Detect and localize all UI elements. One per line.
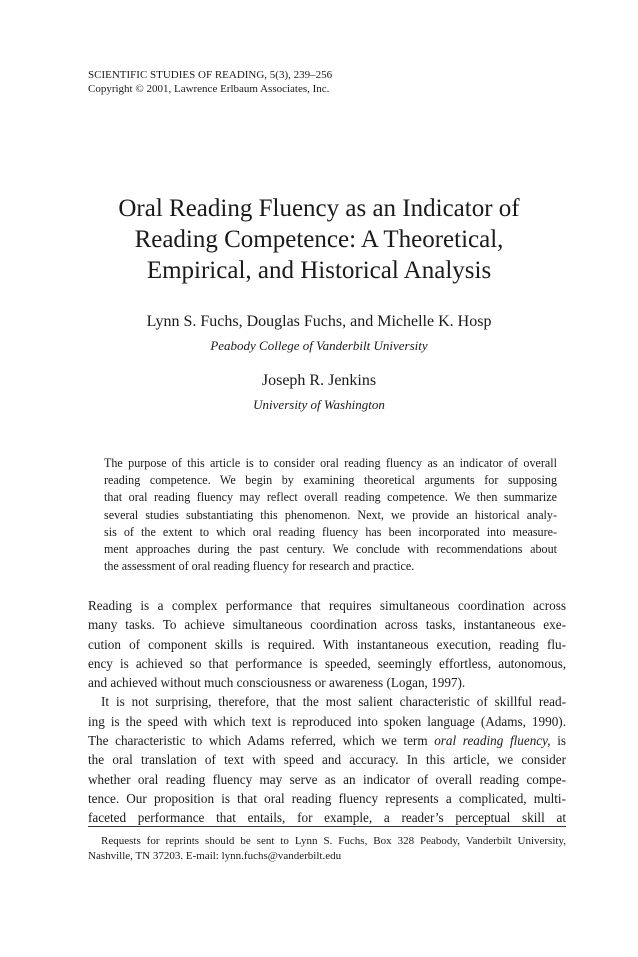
body-text-run: is bbox=[550, 733, 567, 749]
body-line: and achieved without much consciousness or awareness (Logan, 1997). bbox=[88, 675, 466, 691]
body-line: whether oral reading fluency may serve as an indicator of overall reading compe- bbox=[88, 771, 566, 787]
author-list-secondary: Joseph R. Jenkins bbox=[261, 372, 377, 389]
body-text bbox=[88, 596, 566, 828]
body-line: many tasks. To achieve simultaneous coordination across tasks, instantaneous exe- bbox=[88, 617, 566, 633]
footnote-line: Requests for reprints should be sent to Lynn S. Fuchs, Box 328 Peabody, Vanderbilt University, bbox=[101, 835, 566, 847]
abstract-line: that oral reading fluency may reflect overall reading competence. We then summarize bbox=[104, 490, 557, 505]
footnote-divider bbox=[88, 826, 566, 827]
abstract-line: sis of the extent to which oral reading fluency has been incorporated into measure- bbox=[104, 524, 557, 539]
abstract bbox=[104, 455, 557, 575]
journal-citation: SCIENTIFIC STUDIES OF READING, 5(3), 239–256 bbox=[88, 69, 333, 81]
affiliation-secondary: University of Washington bbox=[253, 397, 385, 412]
body-line: the oral translation of text with speed and accuracy. In this article, we consider bbox=[88, 752, 566, 768]
body-line-with-term bbox=[88, 731, 566, 750]
body-line: ing is the speed with which text is reproduced into spoken language (Adams, 1990). bbox=[88, 713, 566, 729]
defined-term: oral reading fluency, bbox=[434, 733, 551, 749]
affiliation-primary: Peabody College of Vanderbilt University bbox=[210, 338, 428, 353]
abstract-line: The purpose of this article is to consider oral reading fluency as an indicator of overall bbox=[104, 456, 557, 470]
article-title bbox=[0, 193, 638, 286]
abstract-line: the assessment of oral reading fluency for research and practice. bbox=[104, 559, 415, 574]
body-line: It is not surprising, therefore, that the most salient characteristic of skillful read- bbox=[101, 694, 566, 710]
title-line: Reading Competence: A Theoretical, bbox=[134, 226, 504, 253]
copyright-line: Copyright © 2001, Lawrence Erlbaum Associates, Inc. bbox=[88, 83, 330, 95]
title-line: Empirical, and Historical Analysis bbox=[146, 257, 492, 284]
abstract-line: several studies substantiating this phenomenon. Next, we provide an historical analy- bbox=[104, 507, 557, 522]
abstract-line: ment approaches during the past century. We conclude with recommendations about bbox=[104, 542, 557, 557]
body-text-run: The characteristic to which Adams referred, which we term bbox=[88, 733, 435, 749]
body-line: faceted performance that entails, for example, a reader’s perceptual skill at bbox=[88, 810, 566, 826]
body-line: Reading is a complex performance that requires simultaneous coordination across bbox=[88, 598, 566, 613]
body-line: cution of component skills is required. With instantaneous execution, reading flu- bbox=[88, 636, 566, 652]
journal-header bbox=[88, 68, 332, 96]
abstract-line: reading competence. We begin by examining theoretical arguments for supposing bbox=[104, 473, 557, 488]
author-list-primary: Lynn S. Fuchs, Douglas Fuchs, and Michelle K. Hosp bbox=[146, 313, 492, 330]
body-line: tence. Our proposition is that oral reading fluency represents a complicated, multi- bbox=[88, 790, 566, 806]
body-line: ency is achieved so that performance is speeded, seemingly effortless, autonomous, bbox=[88, 655, 566, 671]
title-line: Oral Reading Fluency as an Indicator of bbox=[118, 195, 520, 222]
footnote-line: Nashville, TN 37203. E-mail: lynn.fuchs@vanderbilt.edu bbox=[88, 850, 342, 862]
footnote bbox=[88, 834, 566, 864]
